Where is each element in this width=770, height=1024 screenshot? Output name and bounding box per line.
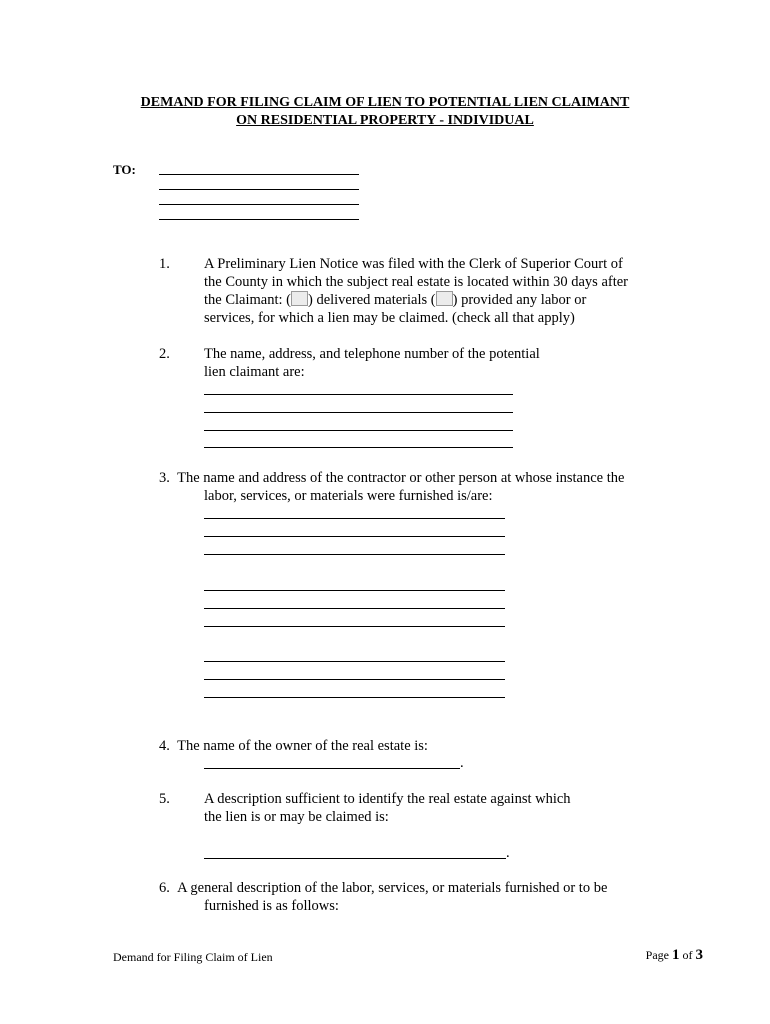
item-6-text-1: A general description of the labor, services, or materials furnished or to be: [177, 880, 608, 896]
item-1-line-3-part-b: ) delivered materials (: [307, 292, 436, 308]
item-2-line-2: lien claimant are:: [204, 364, 305, 380]
footer-page-current: 1: [672, 947, 680, 963]
item-1-number: 1.: [159, 256, 170, 272]
claimant-info-line-1[interactable]: [204, 394, 513, 395]
item-4-text: The name of the owner of the real estate is:: [177, 738, 428, 754]
delivered-materials-checkbox[interactable]: [291, 291, 308, 306]
contractor-info-line-2[interactable]: [204, 536, 505, 537]
footer-page-total: 3: [695, 947, 703, 963]
claimant-info-line-4[interactable]: [204, 447, 513, 448]
item-2-number: 2.: [159, 346, 170, 362]
contractor-info-line-7[interactable]: [204, 661, 505, 662]
item-5-line-2: the lien is or may be claimed is:: [204, 809, 389, 825]
contractor-info-line-6[interactable]: [204, 626, 505, 627]
to-address-line-4[interactable]: [159, 219, 359, 220]
contractor-info-line-4[interactable]: [204, 590, 505, 591]
item-2-line-1: The name, address, and telephone number of the potential: [204, 346, 540, 362]
document-title-line-1: DEMAND FOR FILING CLAIM OF LIEN TO POTENTIAL LIEN CLAIMANT: [140, 95, 630, 110]
item-1-line-2: the County in which the subject real estate is located within 30 days after: [204, 274, 629, 290]
item-5-line-1: A description sufficient to identify the real estate against which: [204, 791, 571, 807]
footer-document-name: Demand for Filing Claim of Lien: [113, 950, 273, 964]
item-6-line-2: furnished is as follows:: [204, 898, 339, 914]
to-address-line-2[interactable]: [159, 189, 359, 190]
claimant-info-line-3[interactable]: [204, 430, 513, 431]
contractor-info-line-5[interactable]: [204, 608, 505, 609]
item-4-line-1: [159, 737, 428, 755]
item-1-line-3-part-c: ) provided any labor or: [452, 292, 587, 308]
to-label: TO:: [113, 162, 136, 177]
item-3-line-1: [159, 469, 624, 487]
item-1-line-3: [204, 291, 586, 309]
item-5-number: 5.: [159, 791, 170, 807]
item-3-number: 3.: [159, 470, 170, 486]
to-address-line-3[interactable]: [159, 204, 359, 205]
item-1-line-1: A Preliminary Lien Notice was filed with the Clerk of Superior Court of: [204, 256, 623, 272]
property-description-line[interactable]: [204, 858, 506, 859]
provided-labor-checkbox[interactable]: [436, 291, 453, 306]
item-1-line-4: services, for which a lien may be claimed. (check all that apply): [204, 310, 575, 326]
owner-name-line[interactable]: [204, 768, 460, 769]
contractor-info-line-1[interactable]: [204, 518, 505, 519]
contractor-info-line-3[interactable]: [204, 554, 505, 555]
item-5-period: .: [506, 845, 510, 861]
item-3-text-1: The name and address of the contractor or other person at whose instance the: [177, 470, 625, 486]
item-6-number: 6.: [159, 880, 170, 896]
item-1-line-3-part-a: the Claimant: (: [204, 292, 291, 308]
contractor-info-line-8[interactable]: [204, 679, 505, 680]
footer-page-word: Page: [645, 948, 669, 962]
item-4-period: .: [460, 755, 464, 771]
item-3-line-2: labor, services, or materials were furnished is/are:: [204, 488, 493, 504]
document-title-line-2: ON RESIDENTIAL PROPERTY - INDIVIDUAL: [236, 113, 534, 128]
claimant-info-line-2[interactable]: [204, 412, 513, 413]
item-4-number: 4.: [159, 738, 170, 754]
to-address-line-1[interactable]: [159, 174, 359, 175]
item-6-line-1: [159, 879, 607, 897]
footer-page-indicator: [646, 946, 703, 964]
footer-of-word: of: [682, 948, 693, 962]
contractor-info-line-9[interactable]: [204, 697, 505, 698]
